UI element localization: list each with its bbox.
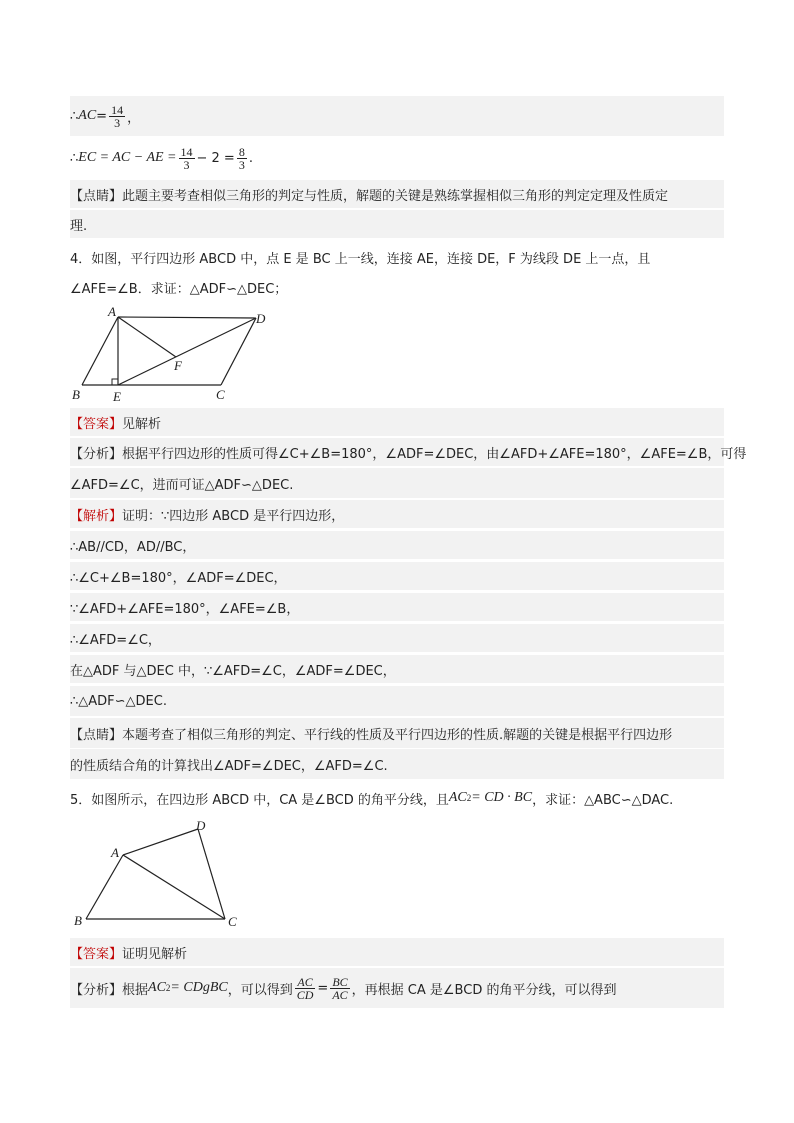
quadrilateral-figure	[70, 815, 250, 935]
question-4-line-1	[70, 243, 724, 271]
edge-ad	[123, 829, 198, 855]
analysis-5-line	[70, 968, 724, 1008]
fraction-numerator: 14	[111, 102, 124, 117]
dianjing-tag: 【点睛】	[70, 188, 123, 204]
label-c: C	[228, 914, 237, 929]
question-4-line-2	[70, 273, 724, 301]
dianjing-text: 本题考查了相似三角形的判定、平行线的性质及平行四边形的性质.解题的关键是根据平行四边形	[122, 727, 673, 743]
answer-tag: 【答案】	[70, 416, 123, 432]
analysis-text-tail: ，再根据 CA 是∠BCD 的角平分线，可以得到	[351, 982, 617, 998]
dianjing-text: 此题主要考查相似三角形的判定与性质，解题的关键是熟练掌握相似三角形的判定定理及性质定	[122, 188, 669, 204]
fraction-14-3	[179, 146, 195, 171]
fraction-ac-cd	[295, 976, 316, 1001]
analysis-text-cont: ，可以得到	[227, 982, 293, 998]
analysis-text: 根据	[122, 982, 149, 998]
product-term: = CDgBC	[170, 980, 228, 995]
fraction-denominator: AC	[332, 987, 348, 1002]
dianjing-line-1	[70, 180, 724, 208]
edge-ad	[118, 317, 256, 318]
question-5-text: 5．如图所示，在四边形 ABCD 中，CA 是∠BCD 的角平分线，且	[70, 792, 449, 808]
diagonal-ac	[123, 855, 225, 919]
question-4-text: 4．如图，平行四边形 ABCD 中，点 E 是 BC 上一线，连接 AE，连接 DE，F 为线段 DE 上一点，且	[70, 251, 651, 267]
dianjing-4-line-2	[70, 749, 724, 779]
fraction-denominator: 3	[183, 157, 190, 172]
solution-4-line	[70, 500, 724, 528]
proof-step-text: ∴∠AFD=∠C，	[70, 632, 161, 648]
ac-term: AC	[78, 108, 97, 123]
label-b: B	[74, 913, 82, 928]
line-tail: .	[248, 150, 253, 166]
solution-text: 证明：∵四边形 ABCD 是平行四边形，	[122, 508, 345, 524]
label-a: A	[111, 845, 119, 860]
answer-text: 证明见解析	[122, 946, 188, 962]
answer-5-line	[70, 938, 724, 966]
dianjing-4-line-1	[70, 718, 724, 748]
dianjing-text-cont: 理.	[70, 218, 88, 234]
proof-step-text: ∴∠C+∠B=180°，∠ADF=∠DEC，	[70, 570, 287, 586]
proof-step-text: ∵∠AFD+∠AFE=180°，∠AFE=∠B，	[70, 601, 300, 617]
dianjing-line-2	[70, 210, 724, 238]
fraction-denominator: 3	[114, 115, 121, 130]
proof-step-5	[70, 655, 724, 683]
edge-ab	[86, 855, 123, 919]
ac-term: AC	[148, 980, 166, 995]
analysis-tag: 【分析】	[70, 982, 123, 998]
question-5-line	[70, 784, 724, 812]
fraction-8-3	[237, 146, 247, 171]
equals: =	[96, 108, 108, 124]
exponent: 2	[165, 983, 171, 993]
analysis-4-line-1	[70, 438, 747, 466]
proof-step-text: ∴AB//CD，AD//BC，	[70, 539, 196, 555]
minus-two: − 2 =	[196, 150, 235, 166]
ec-expression: EC = AC − AE =	[78, 150, 177, 165]
parallelogram-figure	[66, 303, 286, 405]
analysis-text-cont: ∠AFD=∠C，进而可证△ADF∽△DEC.	[70, 477, 294, 493]
answer-tag: 【答案】	[70, 946, 123, 962]
label-d: D	[256, 311, 266, 326]
fraction-denominator: 3	[238, 157, 245, 172]
dianjing-text-cont: 的性质结合角的计算找出∠ADF=∠DEC，∠AFD=∠C.	[70, 758, 388, 774]
label-d: D	[196, 818, 206, 833]
line-ac-value	[70, 96, 724, 136]
therefore-symbol: ∴	[70, 108, 79, 124]
proof-step-1	[70, 531, 724, 559]
edge-cd	[198, 829, 225, 919]
ac-term: AC	[448, 790, 467, 805]
line-tail: ，	[127, 110, 141, 126]
fraction-bc-ac	[330, 976, 349, 1001]
fraction-numerator: BC	[332, 974, 348, 989]
line-ec-value	[70, 138, 724, 178]
proof-step-4	[70, 624, 724, 652]
therefore-symbol: ∴	[70, 150, 79, 166]
analysis-text: 根据平行四边形的性质可得∠C+∠B=180°，∠ADF=∠DEC，由∠AFD+∠AFE=180°，∠AFE=∠B，可得	[122, 446, 747, 462]
product-term: = CD · BC	[471, 790, 533, 805]
answer-text: 见解析	[122, 416, 162, 432]
label-e: E	[113, 389, 121, 404]
label-b: B	[72, 387, 80, 402]
label-c: C	[216, 387, 225, 402]
fraction-denominator: CD	[296, 987, 314, 1002]
proof-step-6	[70, 686, 724, 716]
answer-4-line	[70, 408, 724, 436]
right-angle-mark	[112, 379, 118, 385]
equals: =	[317, 980, 329, 996]
proof-step-text: 在△ADF 与△DEC 中，∵∠AFD=∠C，∠ADF=∠DEC，	[70, 663, 396, 679]
proof-step-text: ∴△ADF∽△DEC.	[70, 693, 167, 709]
question-5-text-cont: ，求证：△ABC∽△DAC.	[532, 792, 674, 808]
edge-ab	[82, 317, 118, 385]
label-f: F	[174, 358, 182, 373]
fraction-numerator: 8	[238, 144, 245, 159]
fraction-numerator: 14	[180, 144, 193, 159]
edge-cd	[221, 318, 256, 385]
segment-af	[118, 317, 176, 357]
analysis-tag: 【分析】	[70, 446, 123, 462]
analysis-4-line-2	[70, 468, 724, 498]
dianjing-tag: 【点睛】	[70, 727, 123, 743]
label-a: A	[108, 304, 116, 319]
segment-de	[118, 318, 256, 385]
fraction-14-3	[109, 104, 125, 129]
proof-step-2	[70, 562, 724, 590]
exponent: 2	[466, 793, 472, 803]
fraction-numerator: AC	[297, 974, 313, 989]
solution-tag: 【解析】	[70, 508, 123, 524]
question-4-text-cont: ∠AFE=∠B．求证：△ADF∽△DEC；	[70, 281, 288, 297]
proof-step-3	[70, 593, 724, 621]
